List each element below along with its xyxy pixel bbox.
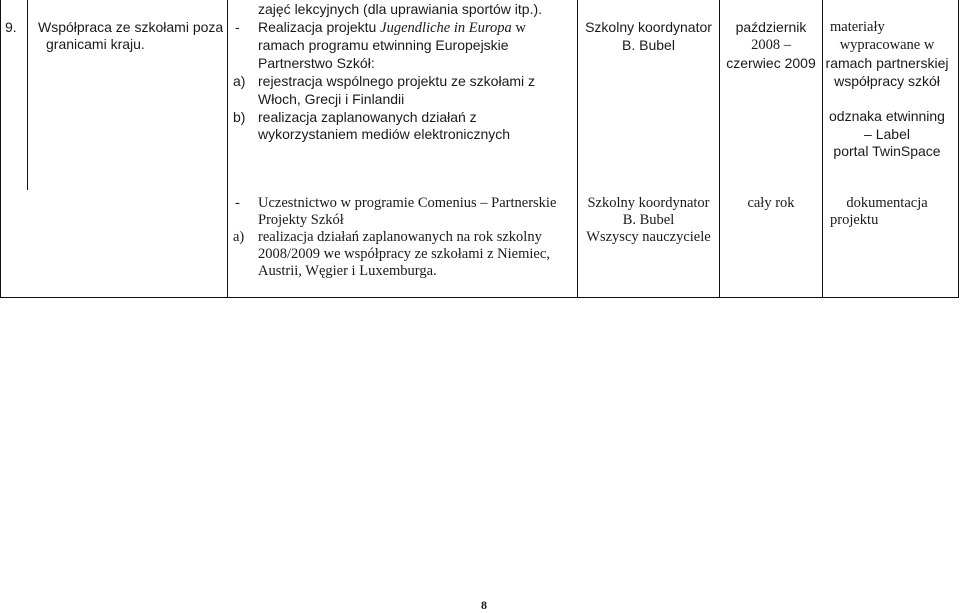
responsible-person: B. Bubel (622, 212, 675, 228)
result-text: – Label (864, 126, 910, 142)
responsible-person: Wszyscy nauczyciele (586, 229, 711, 245)
date-range: 2008 – (751, 37, 791, 53)
table-bottom-border (0, 297, 959, 298)
continuation-text: zajęć lekcyjnych (dla uprawiania sportów itp.). (258, 1, 543, 17)
bullet-dash: - (235, 195, 240, 211)
row-number: 9. (5, 19, 17, 35)
task-title-part: w (511, 20, 526, 36)
list-item-line: realizacja działań zaplanowanych na rok szkolny (258, 229, 542, 245)
task-title-part: Realizacja projektu (258, 19, 381, 35)
date-range: październik (735, 19, 807, 35)
date-range: cały rok (747, 195, 795, 211)
result-text: portal TwinSpace (833, 143, 941, 159)
list-item-line: Austrii, Węgier i Luxemburga. (258, 263, 437, 279)
task-line: ramach programu etwinning Europejskie (258, 37, 509, 53)
responsible-person: Szkolny koordynator (587, 195, 710, 211)
list-marker: b) (233, 109, 246, 125)
responsible-person: B. Bubel (622, 37, 675, 53)
date-range: czerwiec 2009 (726, 55, 816, 71)
list-item-line: rejestracja wspólnego projektu ze szkołami z (258, 73, 536, 89)
result-text: odznaka etwinning (829, 108, 945, 124)
list-item-line: 2008/2009 we współpracy ze szkołami z Niemiec, (258, 246, 550, 262)
table-border-right (958, 0, 959, 298)
task-line: Uczestnictwo w programie Comenius – Partnerskie (258, 195, 557, 211)
task-title (258, 19, 526, 38)
result-text: wypracowane w (839, 37, 935, 53)
list-marker: a) (233, 73, 246, 89)
responsible-person: Szkolny koordynator (585, 19, 712, 35)
result-text: dokumentacja (846, 195, 928, 211)
task-line: Partnerstwo Szkół: (258, 55, 375, 71)
list-item-line: Włoch, Grecji i Finlandii (258, 91, 405, 107)
result-text: materiały (830, 19, 885, 35)
task-line: Projekty Szkół (258, 212, 344, 228)
area-line: granicami kraju. (46, 36, 145, 52)
list-item-line: wykorzystaniem mediów elektronicznych (258, 126, 511, 142)
column-divider (27, 0, 28, 190)
list-item-line: realizacja zaplanowanych działań z (258, 109, 477, 125)
result-text: ramach partnerskiej (825, 55, 949, 71)
page-number: 8 (481, 598, 487, 612)
list-marker: a) (233, 229, 245, 245)
result-text: współpracy szkół (834, 73, 940, 89)
area-line: Współpraca ze szkołami poza (38, 19, 224, 35)
project-name: Jugendliche in Europa (380, 20, 512, 36)
column-divider (227, 0, 228, 298)
table-border-left (0, 0, 1, 298)
bullet-dash: - (235, 19, 240, 35)
result-text: projektu (830, 212, 879, 228)
